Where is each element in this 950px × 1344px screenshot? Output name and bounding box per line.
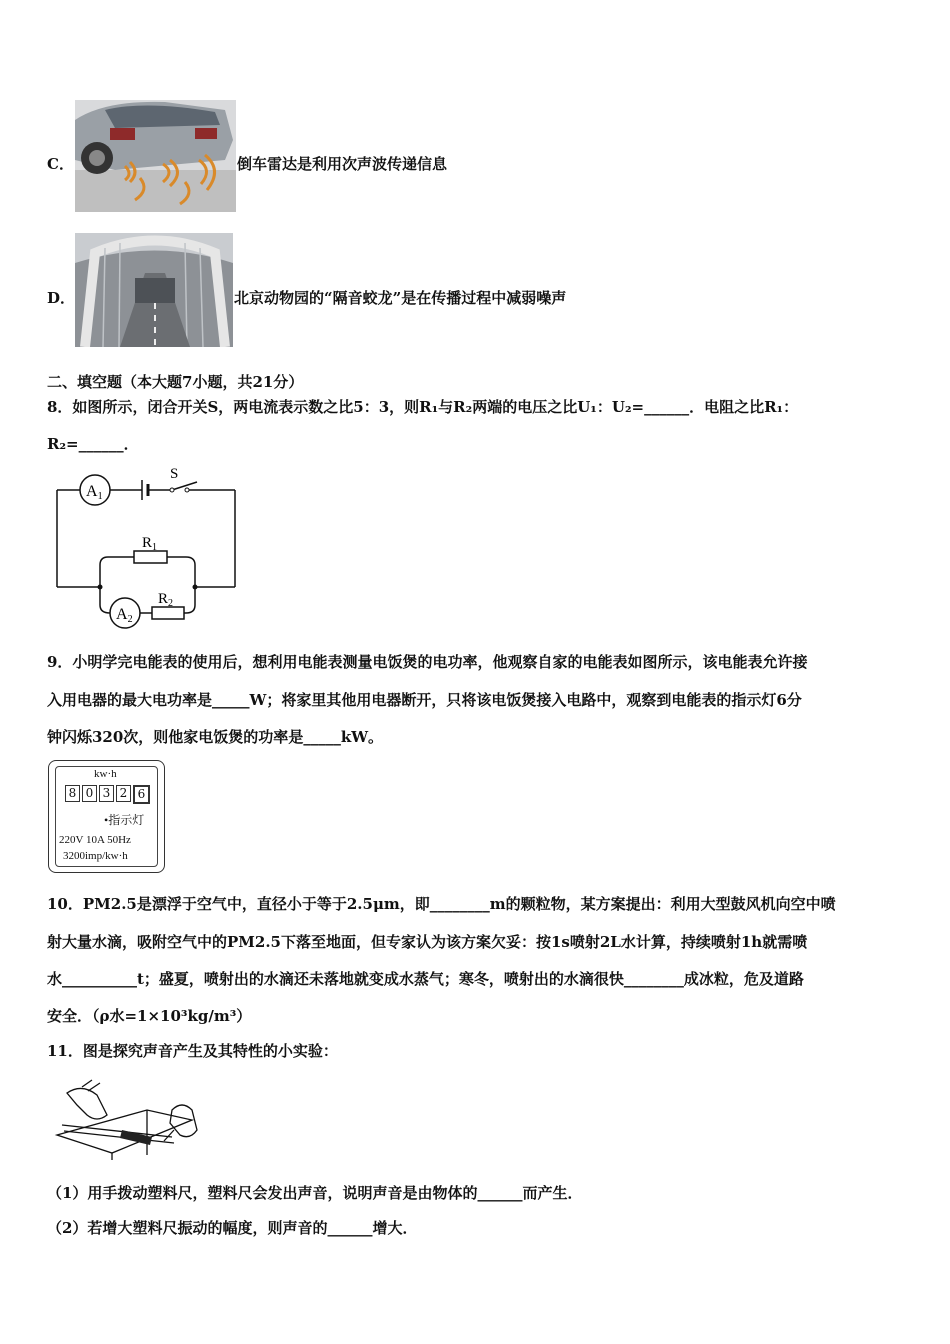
q11-sub1: （1）用手拨动塑料尺，塑料尺会发出声音，说明声音是由物体的______而产生． bbox=[47, 1184, 583, 1202]
q10-line1: 10．PM2.5是漂浮于空气中，直径小于等于2.5μm，即________m的颗粒物，某方案提出：利用大型鼓风机向空中喷 bbox=[47, 895, 836, 913]
meter-digit: 3 bbox=[99, 785, 114, 802]
ammeter-a2-label: A2 bbox=[116, 606, 133, 625]
q11-line1: 11．图是探究声音产生及其特性的小实验： bbox=[47, 1042, 338, 1060]
q8-circuit-diagram bbox=[52, 465, 242, 630]
q10-line4: 安全．（ρ水=1×10³kg/m³） bbox=[47, 1007, 252, 1025]
meter-indicator-label: •指示灯 bbox=[104, 813, 145, 827]
option-d-letter: D． bbox=[47, 289, 76, 307]
ammeter-a1-label: A1 bbox=[86, 483, 103, 502]
q10-line3: 水__________t；盛夏，喷射出的水滴还未落地就变成水蒸气；寒冬，喷射出的水滴很快________成冰粒，危及道路 bbox=[47, 970, 804, 988]
q10-line2: 射大量水滴，吸附空气中的PM2.5下落至地面，但专家认为该方案欠妥：按1s喷射2L水计算，持续喷射1h就需喷 bbox=[47, 933, 808, 951]
section-title: 二、填空题（本大题7小题，共21分） bbox=[47, 373, 304, 391]
meter-digit: 2 bbox=[116, 785, 131, 802]
q9-line1: 9．小明学完电能表的使用后，想利用电能表测量电饭煲的电功率，他观察自家的电能表如图所示，该电能表允许接 bbox=[47, 653, 808, 671]
resistor-r2-label: $R_2$ bbox=[158, 591, 174, 609]
q11-sub2: （2）若增大塑料尺振动的幅度，则声音的______增大． bbox=[47, 1219, 418, 1237]
meter-digits bbox=[65, 785, 152, 804]
meter-imp: 3200imp/kw·h bbox=[63, 850, 128, 862]
meter-digit: 0 bbox=[82, 785, 97, 802]
car-radar-photo bbox=[75, 100, 236, 212]
meter-unit: kw·h bbox=[94, 768, 117, 780]
ruler-experiment-drawing bbox=[52, 1075, 202, 1160]
meter-digit: 6 bbox=[133, 785, 150, 804]
option-d-text: 北京动物园的“隔音蛟龙”是在传播过程中减弱噪声 bbox=[234, 289, 567, 307]
option-c-text: 倒车雷达是利用次声波传递信息 bbox=[237, 155, 448, 173]
switch-label: S bbox=[170, 466, 179, 482]
meter-spec: 220V 10A 50Hz bbox=[59, 834, 131, 846]
noise-barrier-photo bbox=[75, 233, 233, 347]
option-c-letter: C． bbox=[47, 155, 74, 173]
q9-line3: 钟闪烁320次，则他家电饭煲的功率是_____kW。 bbox=[47, 728, 384, 746]
q8-line2: R₂=______． bbox=[47, 435, 139, 453]
meter-digit: 8 bbox=[65, 785, 80, 802]
q8-line1: 8．如图所示，闭合开关S，两电流表示数之比5：3，则R₁与R₂两端的电压之比U₁：U₂=______．电阻之比R₁： bbox=[47, 398, 799, 416]
q9-line2: 入用电器的最大电功率是_____W；将家里其他用电器断开，只将该电饭煲接入电路中，观察到电能表的指示灯6分 bbox=[47, 691, 802, 709]
electric-meter bbox=[48, 760, 165, 873]
resistor-r1-label: $R_1$ bbox=[142, 535, 158, 553]
